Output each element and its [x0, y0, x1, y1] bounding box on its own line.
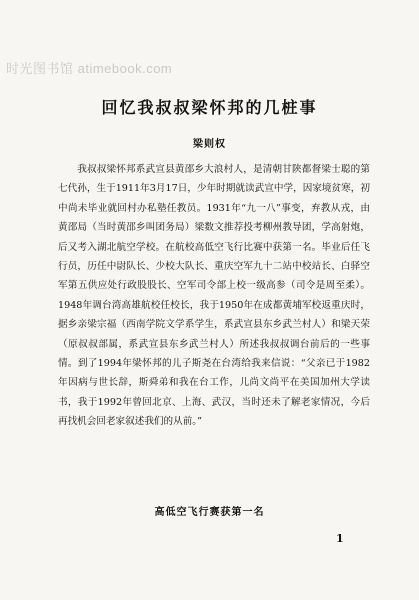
article-title: 回忆我叔叔梁怀邦的几桩事 — [101, 98, 318, 117]
section-heading: 高低空飞行赛获第一名 — [154, 507, 265, 518]
page-number: 1 — [336, 532, 344, 545]
author-name: 梁则权 — [193, 139, 226, 150]
body-paragraph: 我叔叔梁怀邦系武宣县黄邵乡大浪村人，是清朝甘陕都督梁士聪的第七代孙，生于1911年3月17日，少年时期就读武宣中学，因家境贫寒，初中尚未毕业就回村办私塾任教员。1931年“九一八”事变，弃教从戎，由黄邵局（当时黄邵乡叫团务局）梁数文推荐投考柳州教导团，学高射炮，后又考入湖北航空学校。在航校高低空飞行比赛中获第一名。毕业后任飞行员，历任中尉队长、少校大队长、重庆空军九十二站中校站长、白驿空军第五供应处行政股股长、空军司令部上校一级高参（司令是周至柔）。1948年调台湾高雄航校任校长，我于1950年在成都黄埔军校返重庆时，据乡亲梁宗福（西南学院文学系学生，系武宣县东乡武兰村人）和梁天荣（原叔叔部属，系武宣县东乡武兰村人）所述我叔叔调台前后的一些事情。到了1994年梁怀邦的儿子斯尧在台湾给我来信说：“父亲已于1982年因病与世长辞，斯舜弟和我在台工作，儿尚文尚平在美国加州大学读书，我于1992年曾回北京、上海、武汉，当时还未了解老家情况，今后再找机会回老家叙述我们的从前。” — [58, 164, 370, 428]
watermark-text: 时光图书馆 atimebook.com — [6, 61, 173, 76]
